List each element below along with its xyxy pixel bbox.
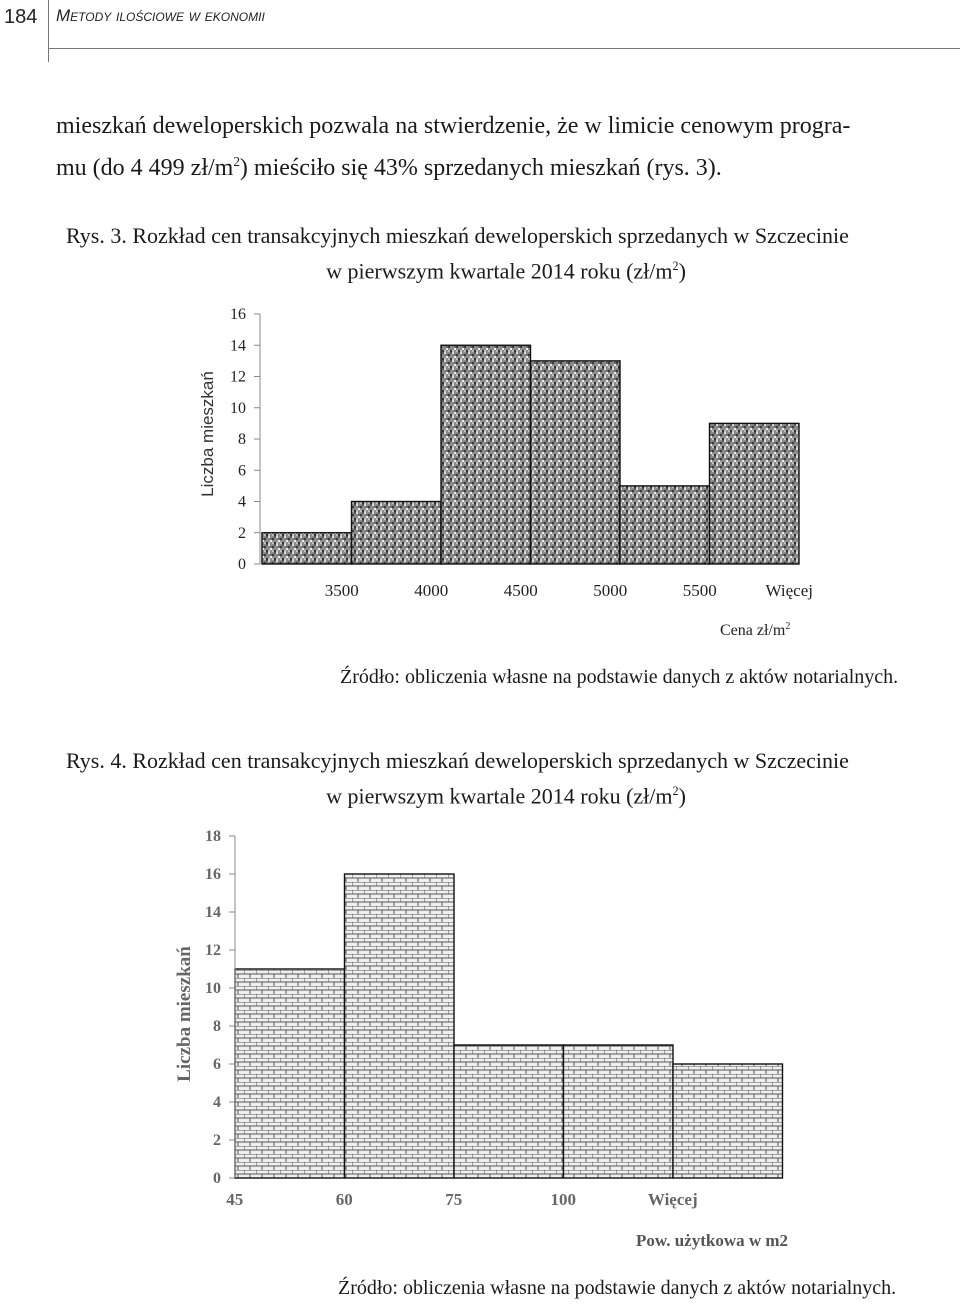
y-tick-label: 14: [230, 337, 246, 355]
figure-4-caption-line2: [66, 776, 946, 811]
page-header: [0, 0, 960, 62]
figure-3-caption-sup: 2: [672, 259, 679, 273]
histogram-bar: [441, 345, 531, 564]
y-tick-label: 18: [205, 828, 221, 845]
y-tick-label: 8: [238, 431, 246, 448]
figure-3-caption-text: w pierwszym kwartale 2014 roku (zł/m: [326, 258, 673, 284]
paragraph-text-2: mu (do 4 499 zł/m: [56, 155, 234, 181]
y-tick-label: 12: [230, 368, 246, 386]
histogram-bar: [620, 486, 710, 564]
body-paragraph: [56, 108, 946, 186]
y-tick-label: 6: [238, 462, 246, 480]
x-tick-label: 4000: [414, 581, 449, 600]
figure-3-caption-end: ): [678, 258, 686, 284]
histogram-bar: [673, 1064, 783, 1178]
y-tick-label: 10: [205, 980, 221, 997]
y-tick-label: 4: [238, 493, 246, 511]
histogram-bar: [262, 533, 352, 564]
running-title: Metody ilościowe w ekonomii: [56, 6, 265, 25]
x-tick-label: 75: [445, 1190, 463, 1209]
histogram-bar: [531, 361, 621, 564]
figure-4-chart: [160, 818, 840, 1258]
figure-4-caption: [66, 745, 946, 811]
figure-3-chart: [180, 296, 840, 648]
x-axis-label: Pow. użytkowa w m2: [636, 1231, 789, 1250]
y-tick-label: 2: [213, 1132, 221, 1149]
paragraph-text-1: mieszkań deweloperskich pozwala na stwierdzenie, że w limicie cenowym progra-: [56, 113, 851, 139]
x-tick-label: 100: [550, 1190, 576, 1209]
page-number: 184: [4, 6, 38, 28]
y-tick-label: 4: [213, 1094, 221, 1111]
histogram-bar: [345, 874, 455, 1178]
figure-3-source: Źródło: obliczenia własne na podstawie danych z aktów notarialnych.: [340, 666, 899, 688]
y-tick-label: 2: [238, 524, 246, 542]
histogram-bar: [454, 1045, 564, 1178]
figure-4-caption-sup: 2: [672, 784, 679, 798]
histogram-bar: [352, 502, 442, 565]
y-tick-label: 6: [213, 1056, 221, 1073]
figure-3-caption-line1: Rys. 3. Rozkład cen transakcyjnych mieszkań deweloperskich sprzedanych w Szczecinie: [66, 223, 849, 248]
histogram-bar: [564, 1045, 674, 1178]
figure-4-caption-end: ): [678, 783, 686, 809]
figure-4-source: Źródło: obliczenia własne na podstawie danych z aktów notarialnych.: [338, 1277, 897, 1299]
x-tick-label: Więcej: [765, 581, 813, 600]
header-horizontal-rule: [48, 48, 960, 49]
y-tick-label: 16: [205, 866, 221, 883]
header-vertical-rule: [48, 0, 49, 62]
x-tick-label: 5500: [682, 581, 717, 600]
paragraph-text-3: ) mieściło się 43% sprzedanych mieszkań (rys. 3).: [239, 155, 722, 181]
histogram-bar: [710, 423, 800, 564]
y-tick-label: 8: [213, 1018, 221, 1035]
y-axis-label: Liczba mieszkań: [198, 371, 217, 497]
histogram-bar: [235, 969, 345, 1178]
figure-3-caption: [66, 220, 946, 286]
x-tick-label: 4500: [503, 581, 538, 600]
y-tick-label: 0: [238, 556, 246, 573]
y-tick-label: 14: [205, 904, 221, 921]
figure-3-caption-line2: [66, 251, 946, 286]
x-axis-label: Cena $zł/m^2$: [720, 621, 791, 639]
y-tick-label: 12: [205, 942, 221, 959]
paragraph-superscript: 2: [233, 154, 240, 169]
x-tick-label: 3500: [324, 581, 359, 600]
figure-4-caption-text: w pierwszym kwartale 2014 roku (zł/m: [326, 783, 673, 809]
y-tick-label: 16: [230, 306, 246, 323]
x-tick-label: 45: [226, 1190, 244, 1209]
figure-4-caption-line1: Rys. 4. Rozkład cen transakcyjnych mieszkań deweloperskich sprzedanych w Szczecinie: [66, 748, 849, 773]
x-tick-label: Więcej: [647, 1190, 698, 1209]
y-tick-label: 0: [213, 1170, 221, 1187]
x-tick-label: 5000: [593, 581, 628, 600]
y-tick-label: 10: [230, 399, 246, 417]
y-axis-label: Liczba mieszkań: [174, 946, 195, 1082]
x-tick-label: 60: [335, 1190, 353, 1209]
